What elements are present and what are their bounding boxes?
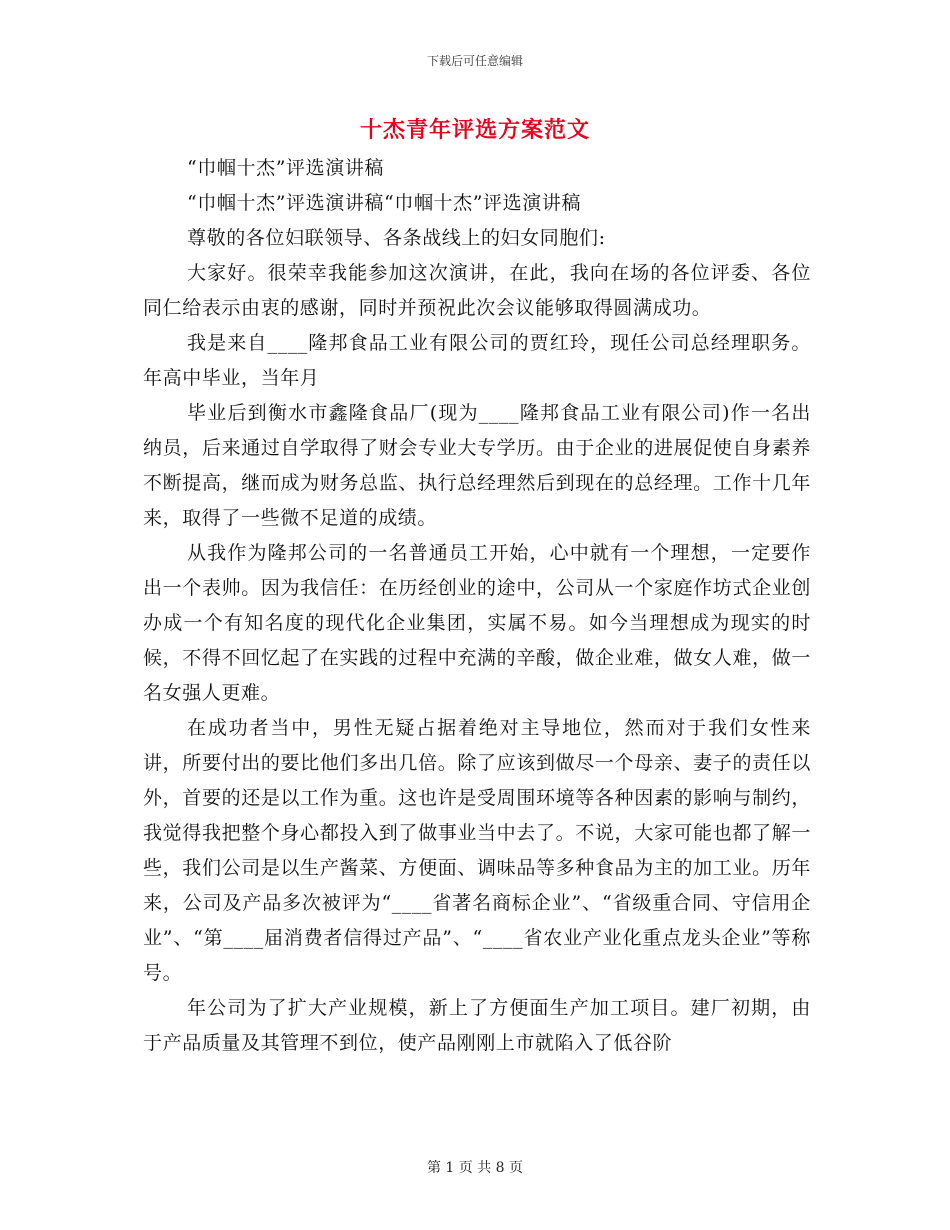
paragraph: 从我作为隆邦公司的一名普通员工开始，心中就有一个理想，一定要作出一个表帅。因为我信任：在历经创业的途中，公司从一个家庭作坊式企业创办成一个有知名度的现代化企业集团，实属不易。如今当理想成为现实的时候，不得不回忆起了在实践的过程中充满的辛酸，做企业难，做女人难，做一名女强人更难。 (143, 542, 811, 704)
paragraph: 我是来自____隆邦食品工业有限公司的贾红玲，现任公司总经理职务。年高中毕业，当年月 (143, 332, 811, 389)
paragraph: “巾帼十杰”评选演讲稿 (187, 157, 385, 179)
paragraph: 尊敬的各位妇联领导、各条战线上的妇女同胞们: (187, 227, 606, 249)
document-title: 十杰青年评选方案范文 (359, 117, 590, 143)
paragraph: 毕业后到衡水市鑫隆食品厂(现为____隆邦食品工业有限公司)作一名出纳员，后来通过自学取得了财会专业大专学历。由于企业的进展促使自身素养不断提高，继而成为财务总监、执行总经理然后到现在的总经理。工作十几年来，取得了一些微不足道的成绩。 (143, 402, 811, 529)
paragraph: 在成功者当中，男性无疑占据着绝对主导地位，然而对于我们女性来讲，所要付出的要比他们多出几倍。除了应该到做尽一个母亲、妻子的责任以外，首要的还是以工作为重。这也许是受周围环境等各种因素的影响与制约，我觉得我把整个身心都投入到了做事业当中去了。不说，大家可能也都了解一些，我们公司是以生产酱菜、方便面、调味品等多种食品为主的加工业。历年来，公司及产品多次被评为“____省著名商标企业”、“省级重合同、守信用企业”、“第____届消费者信得过产品”、“____省农业产业化重点龙头企业”等称号。 (143, 717, 811, 984)
paragraph: “巾帼十杰”评选演讲稿“巾帼十杰”评选演讲稿 (187, 192, 582, 214)
page-number: 第 1 页 共 8 页 (426, 1160, 524, 1176)
document-body (143, 151, 811, 1061)
paragraph: 年公司为了扩大产业规模，新上了方便面生产加工项目。建厂初期，由于产品质量及其管理不到位，使产品刚刚上市就陷入了低谷阶 (143, 997, 811, 1054)
paragraph: 大家好。很荣幸我能参加这次演讲，在此，我向在场的各位评委、各位同仁给表示由衷的感谢，同时并预祝此次会议能够取得圆满成功。 (143, 262, 811, 319)
page-header-note: 下载后可任意编辑 (426, 54, 523, 68)
